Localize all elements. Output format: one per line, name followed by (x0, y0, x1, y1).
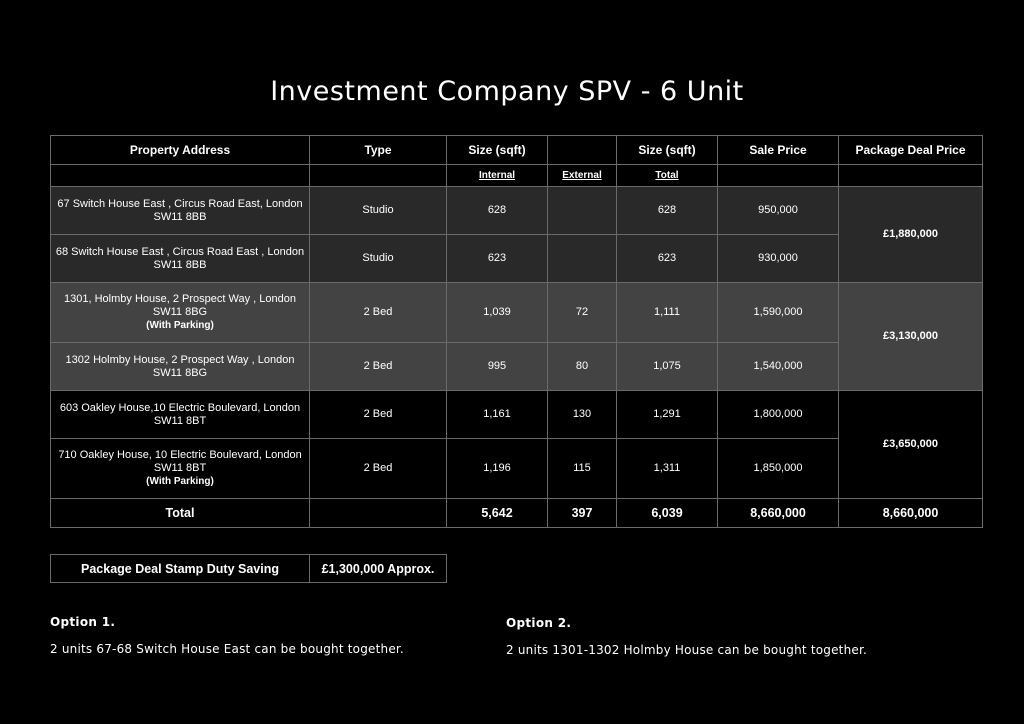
type-cell: Studio (310, 235, 447, 283)
subheader-total: Total (655, 170, 679, 181)
address-cell: 1301, Holmby House, 2 Prospect Way , London SW11 8BG (With Parking) (51, 283, 310, 343)
external-cell (548, 187, 617, 235)
internal-cell: 1,161 (447, 391, 548, 439)
option-1-text: 2 units 67-68 Switch House East can be bought together. (50, 642, 404, 656)
type-cell: 2 Bed (310, 391, 447, 439)
subheader-external: External (562, 170, 602, 181)
package-price-cell: £3,650,000 (839, 391, 983, 499)
header-type: Type (310, 136, 447, 165)
type-cell: 2 Bed (310, 439, 447, 499)
sale-price-cell: 1,540,000 (718, 343, 839, 391)
total-label: Total (51, 499, 310, 528)
stamp-duty-table (50, 554, 447, 583)
external-cell: 72 (548, 283, 617, 343)
sale-price-cell: 930,000 (718, 235, 839, 283)
type-cell: 2 Bed (310, 343, 447, 391)
total-sale-price: 8,660,000 (718, 499, 839, 528)
sale-price-cell: 1,800,000 (718, 391, 839, 439)
header-row (51, 136, 983, 165)
address-cell: 603 Oakley House,10 Electric Boulevard, London SW11 8BT (51, 391, 310, 439)
header-package-deal-price: Package Deal Price (839, 136, 983, 165)
parking-note: (With Parking) (146, 476, 214, 487)
table-row (51, 391, 983, 439)
sale-price-cell: 1,590,000 (718, 283, 839, 343)
total-size-cell: 1,075 (617, 343, 718, 391)
property-table (50, 135, 983, 528)
option-2-heading: Option 2. (506, 616, 572, 630)
header-property-address: Property Address (51, 136, 310, 165)
sale-price-cell: 1,850,000 (718, 439, 839, 499)
internal-cell: 623 (447, 235, 548, 283)
stamp-duty-value: £1,300,000 Approx. (310, 555, 447, 583)
external-cell: 130 (548, 391, 617, 439)
address-cell: 67 Switch House East , Circus Road East, London SW11 8BB (51, 187, 310, 235)
address-cell: 710 Oakley House, 10 Electric Boulevard, London SW11 8BT (With Parking) (51, 439, 310, 499)
header-blank (548, 136, 617, 165)
internal-cell: 628 (447, 187, 548, 235)
type-cell: 2 Bed (310, 283, 447, 343)
address-cell: 1302 Holmby House, 2 Prospect Way , London SW11 8BG (51, 343, 310, 391)
total-size-cell: 623 (617, 235, 718, 283)
total-size: 6,039 (617, 499, 718, 528)
internal-cell: 995 (447, 343, 548, 391)
internal-cell: 1,196 (447, 439, 548, 499)
address-cell: 68 Switch House East , Circus Road East , London SW11 8BB (51, 235, 310, 283)
total-size-cell: 1,311 (617, 439, 718, 499)
package-price-cell: £1,880,000 (839, 187, 983, 283)
sale-price-cell: 950,000 (718, 187, 839, 235)
external-cell: 115 (548, 439, 617, 499)
stamp-duty-label: Package Deal Stamp Duty Saving (51, 555, 310, 583)
external-cell: 80 (548, 343, 617, 391)
total-size-cell: 1,291 (617, 391, 718, 439)
total-internal: 5,642 (447, 499, 548, 528)
header-size-sqft: Size (sqft) (447, 136, 548, 165)
package-price-cell: £3,130,000 (839, 283, 983, 391)
total-external: 397 (548, 499, 617, 528)
total-size-cell: 1,111 (617, 283, 718, 343)
header-sale-price: Sale Price (718, 136, 839, 165)
parking-note: (With Parking) (146, 320, 214, 331)
type-cell: Studio (310, 187, 447, 235)
option-1-heading: Option 1. (50, 615, 116, 629)
total-package-price: 8,660,000 (839, 499, 983, 528)
total-row (51, 499, 983, 528)
subheader-internal: Internal (478, 170, 516, 181)
table-row (51, 283, 983, 343)
subheader-row (51, 165, 983, 187)
page-title: Investment Company SPV - 6 Unit (270, 76, 744, 107)
table-row (51, 187, 983, 235)
total-size-cell: 628 (617, 187, 718, 235)
internal-cell: 1,039 (447, 283, 548, 343)
header-size-sqft-total: Size (sqft) (617, 136, 718, 165)
option-2-text: 2 units 1301-1302 Holmby House can be bought together. (506, 643, 868, 657)
external-cell (548, 235, 617, 283)
